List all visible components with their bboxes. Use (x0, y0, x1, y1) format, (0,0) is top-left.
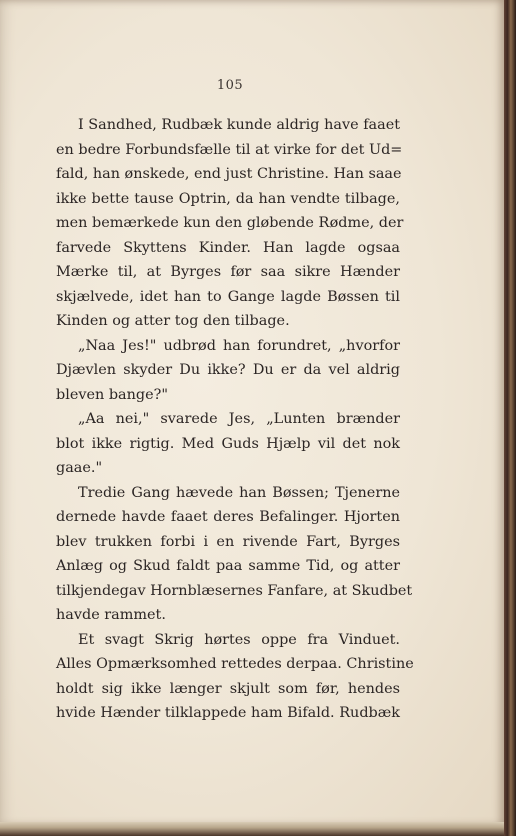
text-line: blot ikke rigtig. Med Guds Hjælp vil det nok (56, 435, 400, 452)
text-line: Mærke til, at Byrges før saa sikre Hænder (56, 264, 400, 280)
text-line: hvide Hænder tilklappede ham Bifald. Rudbæk (56, 705, 400, 721)
text-line: Kinden og atter tog den tilbage. (56, 313, 290, 329)
text-line: „Naa Jes!" udbrød han forundret, „hvorfor (78, 337, 400, 354)
page-bottom-edge (0, 822, 504, 836)
text-line: farvede Skyttens Kinder. Han lagde ogsaa (56, 239, 400, 256)
text-line: Et svagt Skrig hørtes oppe fra Vinduet. (78, 631, 400, 648)
text-line: Djævlen skyder Du ikke? Du er da vel aldrig (56, 362, 400, 378)
book-binding-edge (503, 0, 516, 836)
text-line: fald, han ønskede, end just Christine. Han saae (56, 166, 402, 182)
text-line: en bedre Forbundsfælle til at virke for det Ud= (56, 141, 403, 158)
text-line: „Aa nei," svarede Jes, „Lunten brænder (78, 411, 400, 427)
text-line: blev trukken forbi i en rivende Fart, Byrges (56, 533, 400, 550)
text-line: Tredie Gang hævede han Bøssen; Tjenerne (78, 484, 400, 501)
page-number: 105 (216, 78, 244, 93)
text-line: holdt sig ikke længer skjult som før, hendes (56, 680, 400, 697)
text-line: bleven bange?" (56, 386, 168, 403)
text-line: tilkjendegav Hornblæsernes Fanfare, at Skudbet (56, 582, 413, 599)
text-line: I Sandhed, Rudbæk kunde aldrig have faaet (78, 117, 400, 133)
text-line: Alles Opmærksomhed rettedes derpaa. Christine (56, 656, 414, 672)
text-line: ikke bette tause Optrin, da han vendte tilbage, (56, 190, 400, 207)
text-line: gaae." (56, 460, 103, 476)
text-line: men bemærkede kun den gløbende Rødme, der (56, 215, 404, 231)
text-line: skjælvede, idet han to Gange lagde Bøssen til (56, 288, 400, 305)
text-line: Anlæg og Skud faldt paa samme Tid, og atter (56, 558, 400, 574)
text-line: havde rammet. (56, 607, 166, 623)
text-line: dernede havde faaet deres Befalinger. Hjorten (56, 509, 400, 525)
body-text (56, 113, 414, 726)
